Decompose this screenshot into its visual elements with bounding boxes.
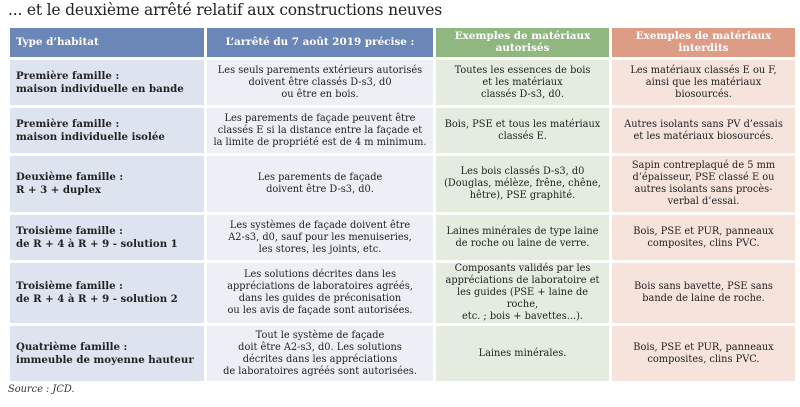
- cell-autorises: Laines minérales de type laine de roche ou laine de verre.: [436, 215, 609, 260]
- table-row: [10, 60, 795, 105]
- header-type-habitat: Type d’habitat: [10, 28, 204, 57]
- cell-type-habitat: Première famille : maison individuelle en bande: [10, 60, 204, 105]
- cell-interdits: Autres isolants sans PV d’essais et les matériaux biosourcés.: [612, 108, 795, 153]
- cell-type-habitat: Deuxième famille : R + 3 + duplex: [10, 156, 204, 212]
- table-row: [10, 326, 795, 381]
- cell-arrete: Les seuls parements extérieurs autorisés doivent être classés D-s3, d0 ou être en bois.: [207, 60, 433, 105]
- cell-interdits: Bois sans bavette, PSE sans bande de laine de roche.: [612, 263, 795, 323]
- cell-autorises: Composants validés par les appréciations de laboratoire et les guides (PSE + laine de roche, etc. ; bois + bavettes...).: [436, 263, 609, 323]
- table-header-row: [10, 28, 795, 57]
- cell-autorises: Toutes les essences de bois et les matériaux classés D-s3, d0.: [436, 60, 609, 105]
- cell-type-habitat: Troisième famille : de R + 4 à R + 9 - solution 2: [10, 263, 204, 323]
- cell-interdits: Les matériaux classés E ou F, ainsi que les matériaux biosourcés.: [612, 60, 795, 105]
- cell-arrete: Les systèmes de façade doivent être A2-s3, d0, sauf pour les menuiseries, les stores, les joints, etc.: [207, 215, 433, 260]
- header-arrete: L’arrêté du 7 août 2019 précise :: [207, 28, 433, 57]
- table-row: [10, 156, 795, 212]
- regulation-table: [7, 25, 798, 384]
- cell-autorises: Laines minérales.: [436, 326, 609, 381]
- page-title: ... et le deuxième arrêté relatif aux constructions neuves: [8, 1, 442, 19]
- source-note: Source : JCD.: [8, 384, 75, 395]
- cell-type-habitat: Troisième famille : de R + 4 à R + 9 - solution 1: [10, 215, 204, 260]
- cell-arrete: Les parements de façade doivent être D-s3, d0.: [207, 156, 433, 212]
- header-materiaux-autorises: Exemples de matériaux autorisés: [436, 28, 609, 57]
- cell-interdits: Bois, PSE et PUR, panneaux composites, clins PVC.: [612, 326, 795, 381]
- cell-autorises: Bois, PSE et tous les matériaux classés E.: [436, 108, 609, 153]
- header-materiaux-interdits: Exemples de matériaux interdits: [612, 28, 795, 57]
- table-row: [10, 108, 795, 153]
- table-row: [10, 215, 795, 260]
- cell-type-habitat: Première famille : maison individuelle isolée: [10, 108, 204, 153]
- cell-interdits: Sapin contreplaqué de 5 mm d’épaisseur, PSE classé E ou autres isolants sans procès- verbal d’essai.: [612, 156, 795, 212]
- cell-interdits: Bois, PSE et PUR, panneaux composites, clins PVC.: [612, 215, 795, 260]
- cell-autorises: Les bois classés D-s3, d0 (Douglas, mélèze, frêne, chêne, hêtre), PSE graphité.: [436, 156, 609, 212]
- table-row: [10, 263, 795, 323]
- cell-arrete: Les parements de façade peuvent être classés E si la distance entre la façade et la limite de propriété est de 4 m minimum.: [207, 108, 433, 153]
- cell-arrete: Les solutions décrites dans les appréciations de laboratoires agréés, dans les guides de préconisation ou les avis de façade sont autorisées.: [207, 263, 433, 323]
- cell-arrete: Tout le système de façade doit être A2-s3, d0. Les solutions décrites dans les appréciations de laboratoires agréés sont autorisées.: [207, 326, 433, 381]
- cell-type-habitat: Quatrième famille : immeuble de moyenne hauteur: [10, 326, 204, 381]
